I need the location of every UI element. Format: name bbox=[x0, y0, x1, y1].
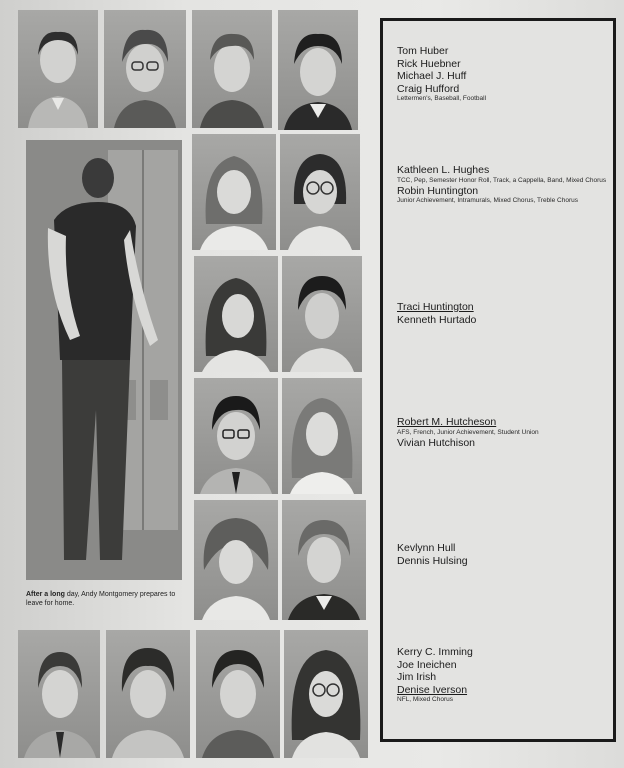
student-name: Kathleen L. Hughes bbox=[397, 164, 490, 176]
student-activities: Lettermen's, Baseball, Football bbox=[397, 95, 487, 102]
student-name: Traci Huntington bbox=[397, 301, 474, 313]
portrait-kathleen-hughes bbox=[192, 134, 276, 250]
candid-photo-locker bbox=[26, 140, 182, 580]
student-name: Robin Huntington bbox=[397, 184, 479, 197]
portrait-kenneth-hurtado bbox=[282, 256, 362, 372]
name-group bbox=[397, 164, 607, 205]
student-activities: Junior Achievement, Intramurals, Mixed Chorus, Treble Chorus bbox=[397, 197, 578, 204]
names-panel bbox=[380, 18, 616, 742]
caption-lead: After a long bbox=[26, 591, 65, 598]
portrait-denise-iverson bbox=[284, 630, 368, 758]
portrait-joe-ineichen bbox=[106, 630, 190, 758]
portrait-robin-huntington bbox=[280, 134, 360, 250]
student-name: Tom Huber bbox=[397, 45, 449, 57]
name-group bbox=[397, 416, 607, 449]
student-name: Michael J. Huff bbox=[397, 70, 467, 82]
portrait-kerry-imming bbox=[18, 630, 100, 758]
name-group bbox=[397, 301, 607, 326]
student-name: Dennis Hulsing bbox=[397, 554, 468, 567]
student-name: Kenneth Hurtado bbox=[397, 313, 477, 326]
portrait-kevlynn-hull bbox=[194, 500, 278, 620]
photo-caption bbox=[26, 590, 186, 608]
student-name: Joe Ineichen bbox=[397, 658, 457, 671]
portrait-rick-huebner bbox=[104, 10, 186, 128]
student-activities: TCC, Pep, Semester Honor Roll, Track, a Cappella, Band, Mixed Chorus bbox=[397, 176, 607, 184]
student-name: Jim Irish bbox=[397, 671, 437, 683]
portrait-craig-hufford bbox=[278, 10, 358, 130]
name-group bbox=[397, 542, 607, 567]
name-group bbox=[397, 45, 607, 103]
student-name: Denise Iverson bbox=[397, 683, 468, 696]
student-name: Kevlynn Hull bbox=[397, 542, 456, 554]
student-name: Kerry C. Imming bbox=[397, 646, 473, 658]
portrait-jim-irish bbox=[196, 630, 280, 758]
portrait-traci-huntington bbox=[194, 256, 278, 372]
portrait-dennis-hulsing bbox=[282, 500, 366, 620]
student-name: Vivian Hutchison bbox=[397, 436, 476, 449]
student-name: Robert M. Hutcheson bbox=[397, 416, 497, 428]
name-group bbox=[397, 646, 607, 704]
student-name: Rick Huebner bbox=[397, 57, 461, 70]
student-activities: AFS, French, Junior Achievement, Student Union bbox=[397, 428, 539, 436]
student-name: Craig Hufford bbox=[397, 82, 460, 95]
portrait-vivian-hutchison bbox=[282, 378, 362, 494]
student-activities: NFL, Mixed Chorus bbox=[397, 696, 453, 703]
portrait-robert-hutcheson bbox=[194, 378, 278, 494]
portrait-michael-huff bbox=[192, 10, 272, 128]
caption-text: day, Andy Montgomery prepares to leave for home. bbox=[26, 591, 176, 607]
portrait-tom-huber bbox=[18, 10, 98, 128]
